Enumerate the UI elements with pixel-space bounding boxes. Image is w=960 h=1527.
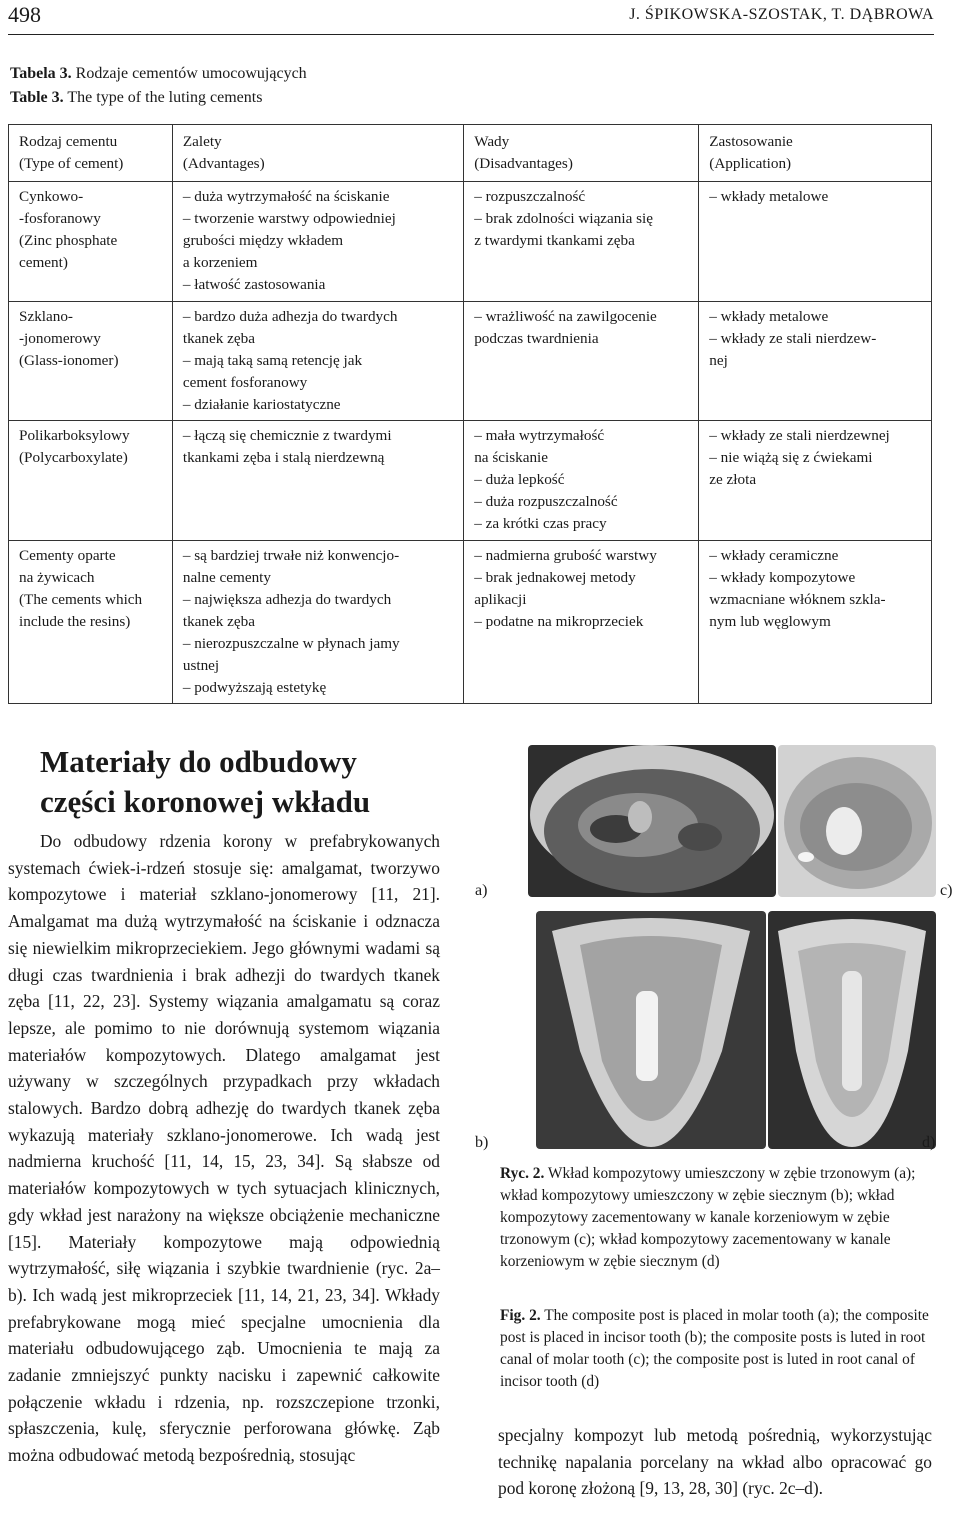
table-row xyxy=(9,302,932,421)
cell-disadvantages: – rozpuszczalność – brak zdolności wiązania się z twardymi tkankami zęba xyxy=(464,182,699,302)
photo-incisor-luted-post xyxy=(768,911,936,1149)
cell-advantages: – bardzo duża adhezja do twardych tkanek zęba – mają taką samą retencję jak cement fosforanowy – działanie kariostatyczne xyxy=(172,302,463,421)
figure-label-b: b) xyxy=(475,1134,489,1151)
cell-advantages: – są bardziej trwałe niż konwencjo- nalne cementy – największa adhezja do twardych tkanek zęba – nierozpuszczalne w płynach jamy ustnej – podwyższają estetykę xyxy=(172,541,463,704)
running-head: J. ŚPIKOWSKA-SZOSTAK, T. DĄBROWA xyxy=(629,6,934,23)
figure-label-a: a) xyxy=(475,882,488,899)
cell-disadvantages: – wrażliwość na zawilgocenie podczas twardnienia xyxy=(464,302,699,421)
table-row xyxy=(9,541,932,704)
figure-caption-en-label: Fig. 2. xyxy=(500,1307,541,1324)
figure-caption-en: Fig. 2. The composite post is placed in molar tooth (a); the composite post is placed in incisor tooth (b); the composite posts is luted in root canal of molar tooth (c); the composite post is luted in root canal of incisor tooth (d) xyxy=(500,1307,929,1390)
cell-advantages: – łączą się chemicznie z twardymi tkankami zęba i stalą nierdzewną xyxy=(172,421,463,541)
body-text-left: Do odbudowy rdzenia korony w prefabrykowanych systemach ćwiek-i-rdzeń stosuje się: amalgamat, tworzywo kompozytowe i materiał szklano-jonomerowy [11, 21]. Amalgamat ma dużą wytrzymałość na ściskanie i odznacza się niewielkim mikroprzeciekiem. Jego głównymi wadami są długi czas twardnienia i brak adhezji do twardych tkanek zęba [11, 22, 23]. Systemy wiązania amalgamatu są coraz lepsze, ale pomimo to nie dorównują systemom wiązania materiałów kompozytowych. Dlatego amalgamat jest używany w szczególnych przypadkach przy wkładach stalowych. Bardzo dobrą adhezję do twardych tkanek zęba wykazują materiały szklano-jonomerowe. Ich wadą jest nadmierna kruchość [11, 14, 15, 23, 34]. Są słabsze od materiałów kompozytowych w tych sytuacjach klinicznych, gdy wkład jest narażony na większe obciążenie mechaniczne [15]. Materiały kompozytowe mają odpowiednią wytrzymałość, siłę wiązania i szybkie twardnienie (ryc. 2a–b). Ich wadą jest mikroprzeciek [11, 14, 21, 23, 34]. Wkłady prefabrykowane mogą mieć specjalne umocnienia dla materiału odbudowującego ząb. Umocnienia te mają za zadanie zmniejszyć punkty nacisku i zapewnić całkowite połączenie wkładu i rdzenia, np. rozszczepione trzonki, spłaszczenia, kulę, sferycznie perforowana główkę. Ząb można odbudować metodą bezpośrednią, stosując xyxy=(8,831,440,1466)
figure-caption-pl: Ryc. 2. Wkład kompozytowy umieszczony w zębie trzonowym (a); wkład kompozytowy umieszczony w zębie siecznym (b); wkład kompozytowy zacementowany w kanale korzeniowym w zębie trzonowym (c); wkład kompozytowy zacementowany w kanale korzeniowym w zębie siecznym (d) xyxy=(500,1165,916,1270)
figure-2 xyxy=(520,745,936,1150)
cell-application: – wkłady ceramiczne – wkłady kompozytowe wzmacniane włóknem szkla- nym lub węglowym xyxy=(699,541,932,704)
body-text-right: specjalny kompozyt lub metodą pośrednią, wykorzystując technikę napalania porcelany na wkład albo opracować go pod koronę złożoną [9, 13, 28, 30] (ryc. 2c–d). xyxy=(498,1425,932,1499)
header-disadvantages: Wady (Disadvantages) xyxy=(464,125,699,182)
figure-label-d: d) xyxy=(922,1134,936,1151)
page-number: 498 xyxy=(8,2,41,27)
cell-application: – wkłady ze stali nierdzewnej – nie wiążą się z ćwiekami ze złota xyxy=(699,421,932,541)
cell-type: Szklano- -jonomerowy (Glass-ionomer) xyxy=(9,302,173,421)
table-row xyxy=(9,421,932,541)
cell-type: Polikarboksylowy (Polycarboxylate) xyxy=(9,421,173,541)
table-caption-pl: Rodzaje cementów umocowujących xyxy=(71,65,307,82)
photo-molar-composite-post xyxy=(528,745,776,897)
luting-cements-table xyxy=(8,124,932,704)
table-header-row xyxy=(9,125,932,182)
table-caption-pl-label: Tabela 3. xyxy=(10,65,72,82)
page-header xyxy=(8,0,934,35)
table-caption xyxy=(10,62,307,110)
cell-disadvantages: – mała wytrzymałość na ściskanie – duża lepkość – duża rozpuszczalność – za krótki czas pracy xyxy=(464,421,699,541)
header-application: Zastosowanie (Application) xyxy=(699,125,932,182)
photo-incisor-composite-post xyxy=(536,911,766,1149)
cell-disadvantages: – nadmierna grubość warstwy – brak jednakowej metody aplikacji – podatne na mikroprzeciek xyxy=(464,541,699,704)
cell-type: Cynkowo- -fosforanowy (Zinc phosphate cement) xyxy=(9,182,173,302)
table-caption-en: The type of the luting cements xyxy=(63,89,263,106)
figure-caption-pl-label: Ryc. 2. xyxy=(500,1165,545,1182)
section-title: Materiały do odbudowy części koronowej wkładu xyxy=(40,744,371,819)
cell-application: – wkłady metalowe xyxy=(699,182,932,302)
figure-label-c: c) xyxy=(940,882,953,899)
cell-type: Cementy oparte na żywicach (The cements which include the resins) xyxy=(9,541,173,704)
cell-application: – wkłady metalowe – wkłady ze stali nierdzew- nej xyxy=(699,302,932,421)
table-caption-en-label: Table 3. xyxy=(10,89,64,106)
photo-molar-luted-post xyxy=(778,745,936,897)
table-row xyxy=(9,182,932,302)
cell-advantages: – duża wytrzymałość na ściskanie – tworzenie warstwy odpowiedniej grubości między wkładem a korzeniem – łatwość zastosowania xyxy=(172,182,463,302)
header-advantages: Zalety (Advantages) xyxy=(172,125,463,182)
header-type: Rodzaj cementu (Type of cement) xyxy=(9,125,173,182)
